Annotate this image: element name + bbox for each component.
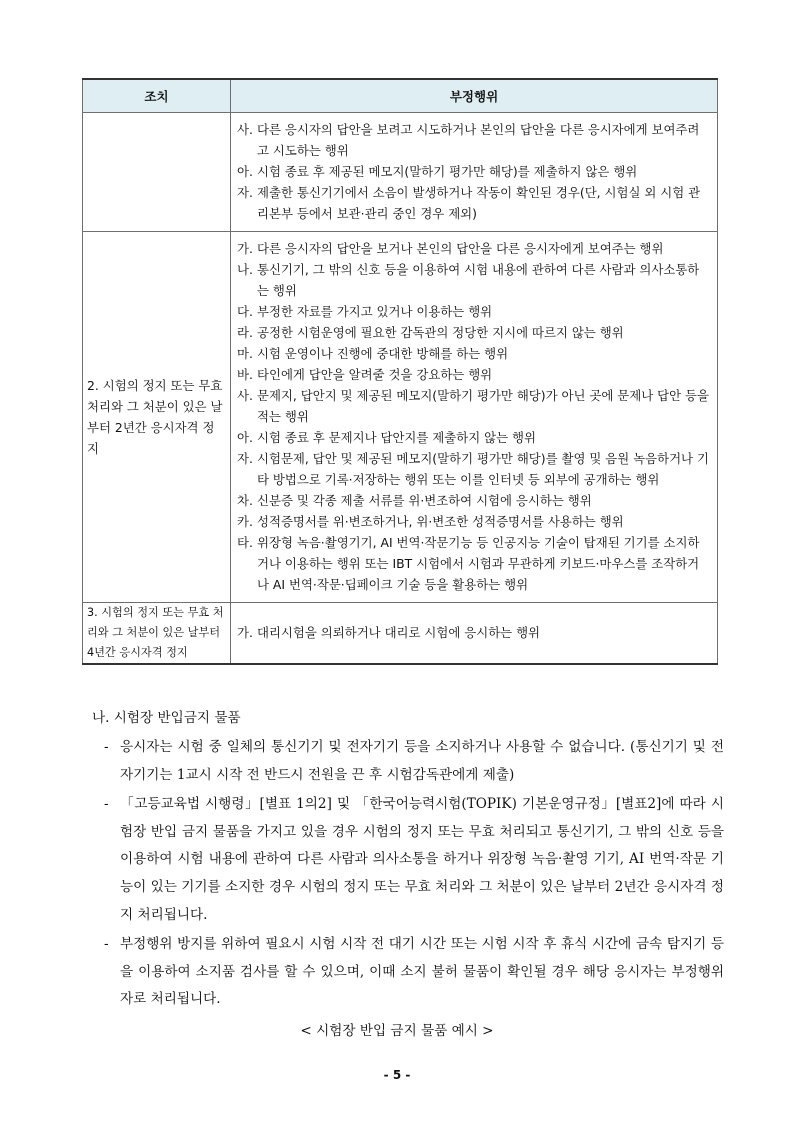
bullet-list (104, 734, 724, 1014)
action-cell: 2. 시험의 정지 또는 무효 처리와 그 처분이 있은 날부터 2년간 응시자격 정지 (83, 232, 231, 603)
list-item (237, 301, 711, 322)
action-cell (83, 113, 231, 232)
table-row (83, 603, 718, 665)
item-text: 통신기기, 그 밖의 신호 등을 이용하여 시험 내용에 관하여 다른 사람과 의사소통하는 행위 (257, 262, 700, 298)
list-item (237, 427, 711, 448)
list-item (104, 791, 724, 929)
section-title: 나. 시험장 반입금지 물품 (92, 710, 241, 726)
bullet-text: 부정행위 방지를 위하여 필요시 시험 시작 전 대기 시간 또는 시험 시작 후 휴식 시간에 금속 탐지기 등을 이용하여 소지품 검사를 할 수 있으며, 이때 소지 불허 물품이 확인될 경우 해당 응시자는 부정행위자로 처리됩니다. (120, 936, 724, 1008)
item-marker: 카. (237, 514, 253, 529)
list-item (104, 734, 724, 789)
figure-caption: < 시험장 반입 금지 물품 예시 > (300, 1023, 494, 1039)
item-text: 타인에게 답안을 알려줄 것을 강요하는 행위 (257, 367, 493, 382)
list-item (237, 490, 711, 511)
list-item (237, 622, 711, 643)
item-text: 문제지, 답안지 및 제공된 메모지(말하기 평가만 해당)가 아닌 곳에 문제나 답안 등을 적는 행위 (257, 388, 709, 424)
list-item (237, 385, 711, 427)
list-item (237, 119, 711, 161)
item-text: 다른 응시자의 답안을 보려고 시도하거나 본인의 답안을 다른 응시자에게 보여주려고 시도하는 행위 (257, 122, 700, 158)
item-marker: 자. (237, 185, 253, 200)
item-text: 공정한 시험운영에 필요한 감독관의 정당한 지시에 따르지 않는 행위 (257, 325, 624, 340)
list-item (237, 259, 711, 301)
item-marker: 라. (237, 325, 253, 340)
list-item (237, 511, 711, 532)
item-marker: 가. (237, 241, 253, 256)
item-text: 성적증명서를 위·변조하거나, 위·변조한 성적증명서를 사용하는 행위 (257, 514, 624, 529)
item-marker: 타. (237, 535, 253, 550)
item-text: 부정한 자료를 가지고 있거나 이용하는 행위 (257, 304, 493, 319)
table-header-row (83, 79, 718, 113)
item-marker: 사. (237, 122, 253, 137)
item-marker: 나. (237, 262, 253, 277)
header-action: 조치 (83, 79, 231, 113)
list-item (237, 448, 711, 490)
bullet-text: 「고등교육법 시행령」[별표 1의2] 및 「한국어능력시험(TOPIK) 기본운영규정」[별표2]에 따라 시험장 반입 금지 물품을 가지고 있을 경우 시험의 정지 또는 무효 처리되고 통신기기, 그 밖의 신호 등을 이용하여 시험 내용에 관하여 다른 사람과 의사소통을 하거나 위장형 녹음·촬영 기기, AI 번역·작문 기능이 있는 기기를 소지한 경우 시험의 정지 또는 무효 처리와 그 처분이 있은 날부터 2년간 응시자격 정지 처리됩니다. (120, 796, 724, 923)
item-text: 시험 종료 후 문제지나 답안지를 제출하지 않는 행위 (257, 430, 536, 445)
item-marker: 아. (237, 430, 253, 445)
table-row (83, 232, 718, 603)
item-marker: 차. (237, 493, 253, 508)
item-marker: 바. (237, 367, 253, 382)
misconduct-table (82, 78, 718, 665)
misconduct-cell (231, 232, 718, 603)
list-item (104, 931, 724, 1014)
item-marker: 가. (237, 625, 253, 640)
item-text: 신분증 및 각종 제출 서류를 위·변조하여 시험에 응시하는 행위 (257, 493, 592, 508)
item-marker: 다. (237, 304, 253, 319)
list-item (237, 364, 711, 385)
list-item (237, 532, 711, 595)
item-marker: 마. (237, 346, 253, 361)
page-number: - 5 - (383, 1068, 411, 1082)
item-marker: 아. (237, 164, 253, 179)
item-text: 위장형 녹음·촬영기기, AI 번역·작문기능 등 인공지능 기술이 탑재된 기기를 소지하거나 이용하는 행위 또는 IBT 시험에서 시험과 무관하게 키보드·마우스를 조작하거나 AI 번역·작문·딥페이크 기술 등을 활용하는 행위 (257, 535, 700, 592)
list-item (237, 343, 711, 364)
bullet-marker: - (104, 796, 109, 813)
table-row (83, 113, 718, 232)
item-marker: 사. (237, 388, 253, 403)
item-text: 시험문제, 답안 및 제공된 메모지(말하기 평가만 해당)를 촬영 및 음원 녹음하거나 기타 방법으로 기록·저장하는 행위 또는 이를 인터넷 등 외부에 공개하는 행위 (257, 451, 709, 487)
list-item (237, 182, 711, 224)
item-text: 시험 종료 후 제공된 메모지(말하기 평가만 해당)를 제출하지 않은 행위 (257, 164, 638, 179)
misconduct-cell (231, 603, 718, 665)
misconduct-cell (231, 113, 718, 232)
bullet-marker: - (104, 739, 109, 755)
action-cell: 3. 시험의 정지 또는 무효 처리와 그 처분이 있은 날부터 4년간 응시자격 정지 (83, 603, 231, 665)
list-item (237, 161, 711, 182)
list-item (237, 322, 711, 343)
list-item (237, 238, 711, 259)
item-marker: 자. (237, 451, 253, 466)
item-text: 다른 응시자의 답안을 보거나 본인의 답안을 다른 응시자에게 보여주는 행위 (257, 241, 664, 256)
bullet-text: 응시자는 시험 중 일체의 통신기기 및 전자기기 등을 소지하거나 사용할 수 없습니다. (통신기기 및 전자기기는 1교시 시작 전 반드시 전원을 끈 후 시험감독관에게 제출) (120, 739, 724, 783)
bullet-marker: - (104, 936, 109, 953)
header-misconduct: 부정행위 (231, 79, 718, 113)
item-text: 시험 운영이나 진행에 중대한 방해를 하는 행위 (257, 346, 509, 361)
item-text: 대리시험을 의뢰하거나 대리로 시험에 응시하는 행위 (257, 625, 541, 640)
item-text: 제출한 통신기기에서 소음이 발생하거나 작동이 확인된 경우(단, 시험실 외 시험 관리본부 등에서 보관·관리 중인 경우 제외) (257, 185, 701, 221)
